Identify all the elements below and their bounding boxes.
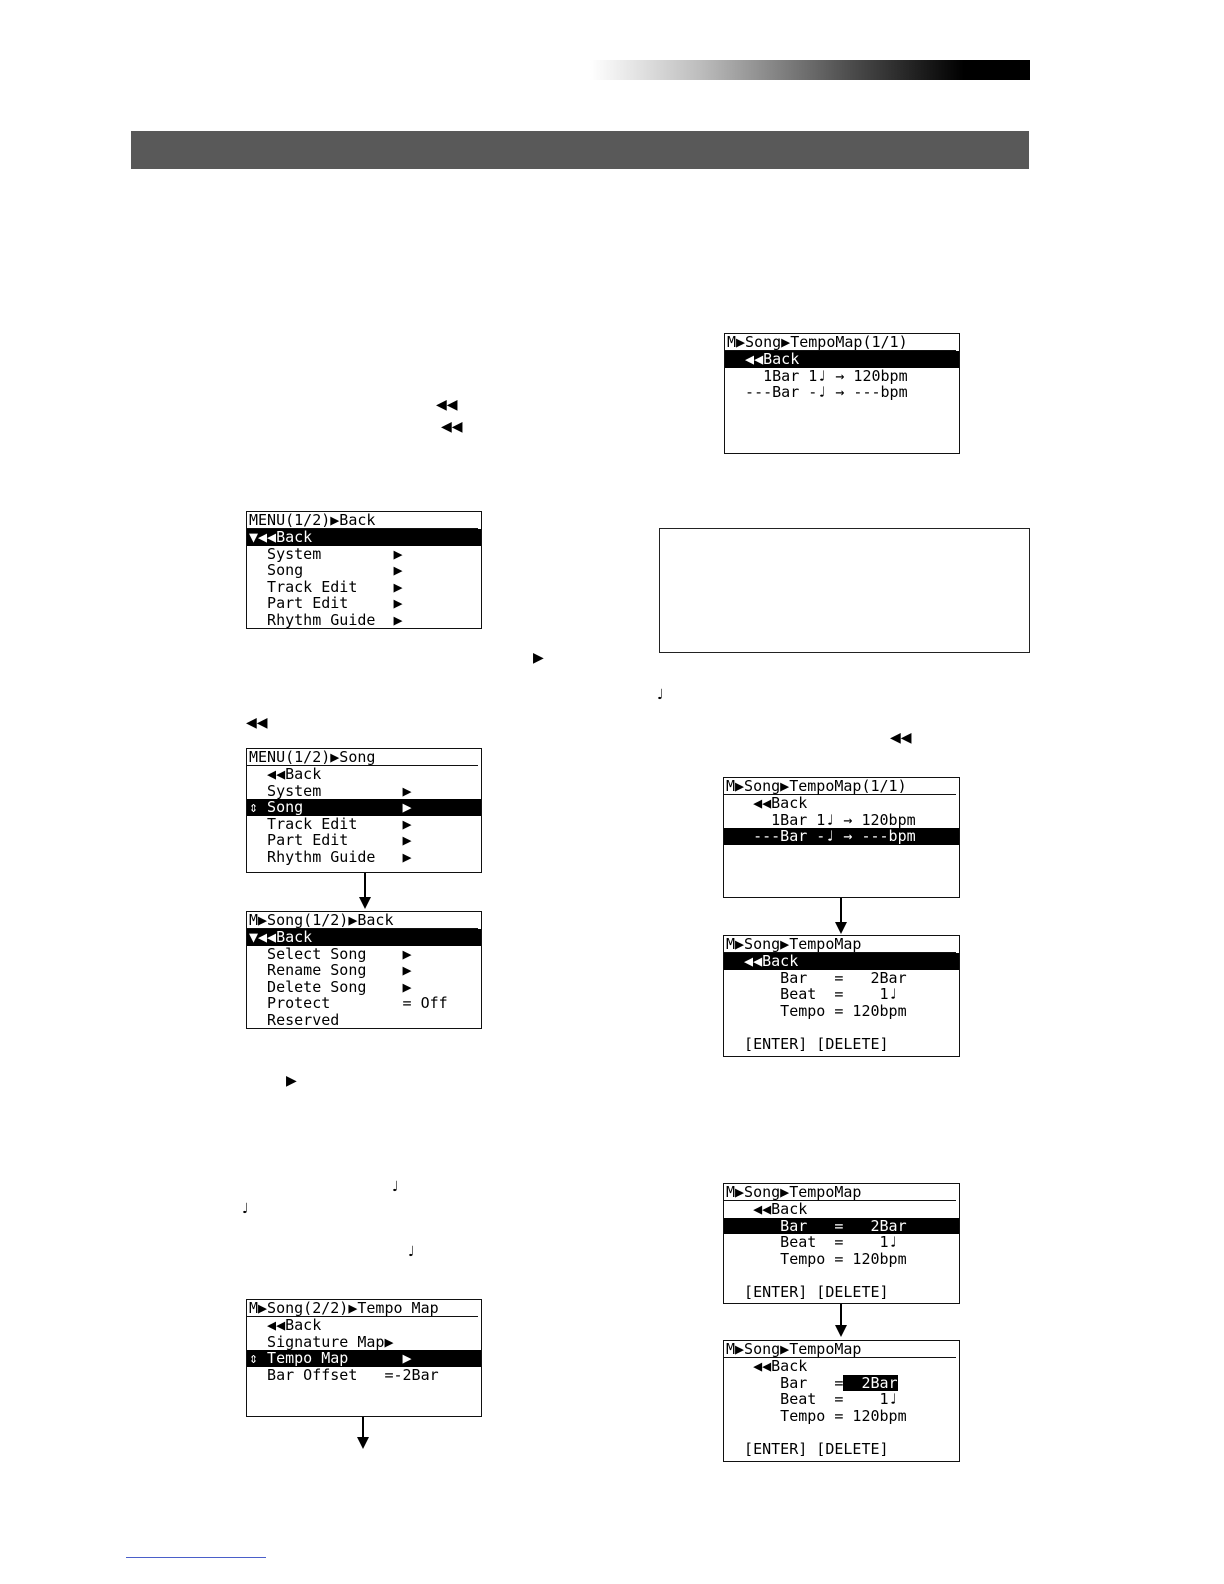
footer-link-underline (126, 1557, 266, 1558)
lcd-row-text: ▼◀◀Back (249, 528, 313, 546)
rewind-icon: ◀◀ (436, 397, 458, 413)
lcd-title: M▶Song(2/2)▶Tempo Map (247, 1300, 478, 1317)
lcd-row-selected (247, 1350, 481, 1367)
lcd-tempomap-bar-selected-screen (723, 1183, 960, 1304)
lcd-row-text: Track Edit ▶ (249, 814, 412, 833)
lcd-row (724, 970, 959, 987)
rewind-icon: ◀◀ (441, 419, 463, 435)
flow-arrow-head (835, 1325, 847, 1337)
lcd-row-text: Reserved (249, 1010, 340, 1029)
lcd-row (247, 562, 481, 579)
lcd-title: M▶Song▶TempoMap(1/1) (725, 334, 956, 351)
lcd-row-text: Protect = Off (249, 994, 448, 1012)
quarter-note-icon: ♩ (242, 1201, 249, 1217)
lcd-title: M▶Song▶TempoMap(1/1) (724, 778, 956, 795)
lcd-row (247, 849, 481, 866)
lcd-row-text: Delete Song ▶ (249, 977, 412, 996)
lcd-row-text: 1Bar 1♩ → 120bpm (727, 366, 908, 385)
lcd-menu-back-screen (246, 511, 482, 629)
lcd-row-text: [ENTER] [DELETE] (726, 1282, 889, 1301)
lcd-row (247, 1367, 481, 1384)
lcd-row-text: Signature Map▶ (249, 1332, 394, 1351)
lcd-row (724, 1358, 959, 1375)
lcd-row-text: Track Edit ▶ (249, 577, 403, 596)
quarter-note-icon: ♩ (657, 687, 664, 703)
note-box (659, 528, 1030, 653)
lcd-row-text: ◀◀Back (726, 794, 808, 812)
lcd-tempomap-edit-screen (723, 935, 960, 1057)
lcd-row-text: ⇕ Song ▶ (249, 798, 412, 816)
flow-arrow (840, 898, 842, 923)
lcd-row (725, 384, 959, 401)
lcd-title: MENU(1/2)▶Song (247, 749, 478, 766)
lcd-row (247, 962, 481, 979)
lcd-row-selected (247, 929, 481, 946)
lcd-row (724, 1424, 959, 1441)
lcd-row (724, 1408, 959, 1425)
lcd-title: M▶Song▶TempoMap (724, 936, 956, 953)
lcd-tempomap-list-screen (724, 333, 960, 454)
lcd-row-text: ◀◀Back (726, 1357, 808, 1375)
lcd-row (724, 1003, 959, 1020)
rewind-icon: ◀◀ (890, 730, 912, 746)
lcd-row-text: Rename Song ▶ (249, 961, 412, 979)
lcd-tempomap-bar-edit-screen (723, 1340, 960, 1462)
lcd-row (724, 1284, 959, 1301)
lcd-row-text: ▼◀◀Back (249, 928, 313, 946)
flow-arrow (840, 1304, 842, 1326)
lcd-row-text: Song ▶ (249, 561, 403, 579)
lcd-title: MENU(1/2)▶Back (247, 512, 478, 529)
lcd-song-tempo-map-screen (246, 1299, 482, 1417)
lcd-row-text: System ▶ (249, 781, 412, 800)
lcd-title: M▶Song▶TempoMap (724, 1184, 956, 1201)
lcd-row-text: Tempo = 120bpm (726, 1001, 907, 1020)
lcd-row-text: Bar Offset =-2Bar (249, 1365, 439, 1384)
lcd-row-text: Tempo = 120bpm (726, 1406, 907, 1425)
lcd-row-text: ---Bar -♩ → ---bpm (726, 827, 916, 845)
lcd-row (247, 1012, 481, 1029)
lcd-row-text: Part Edit ▶ (249, 831, 412, 849)
lcd-row-selected (247, 529, 481, 546)
lcd-row-selected (725, 351, 959, 368)
lcd-row-text: Part Edit ▶ (249, 594, 403, 612)
lcd-row-text: Bar = 2Bar (726, 968, 907, 987)
lcd-row-selected (724, 1218, 959, 1235)
lcd-row (724, 1019, 959, 1036)
lcd-row-text: ◀◀Back (726, 1200, 808, 1218)
lcd-row-text: ◀◀Back (727, 350, 800, 368)
lcd-row-text: Select Song ▶ (249, 944, 412, 963)
lcd-row-text: Bar = 2Bar (726, 1216, 907, 1235)
play-icon: ▶ (286, 1073, 297, 1089)
lcd-row (724, 1201, 959, 1218)
rewind-icon: ◀◀ (246, 715, 268, 731)
lcd-menu-song-screen (246, 748, 482, 873)
lcd-tempomap-list-selected-screen (723, 777, 960, 898)
lcd-row-text: ◀◀Back (249, 1316, 322, 1334)
lcd-row (725, 368, 959, 385)
lcd-row (724, 1234, 959, 1251)
lcd-row-selected (724, 953, 959, 970)
lcd-row-selected (247, 799, 481, 816)
flow-arrow (364, 873, 366, 898)
lcd-row (247, 1334, 481, 1351)
lcd-row-text: [ENTER] [DELETE] (726, 1439, 889, 1458)
lcd-title: M▶Song▶TempoMap (724, 1341, 956, 1358)
lcd-row (247, 979, 481, 996)
lcd-row-selected (724, 828, 959, 845)
lcd-row-text: [ENTER] [DELETE] (726, 1034, 889, 1053)
lcd-row-text: ◀◀Back (726, 952, 799, 970)
lcd-row (724, 1441, 959, 1458)
lcd-row-text: ---Bar -♩ → ---bpm (727, 383, 908, 401)
play-icon: ▶ (533, 650, 544, 666)
lcd-row (247, 946, 481, 963)
lcd-row (724, 986, 959, 1003)
lcd-row-text: Rhythm Guide ▶ (249, 847, 412, 866)
lcd-row-text: Beat = 1♩ (726, 1390, 898, 1408)
lcd-value-cursor: 2Bar (843, 1373, 898, 1392)
lcd-row (247, 766, 481, 783)
quarter-note-icon: ♩ (408, 1244, 415, 1260)
lcd-row (724, 812, 959, 829)
lcd-row-text: 1Bar 1♩ → 120bpm (726, 810, 916, 829)
lcd-row (247, 579, 481, 596)
flow-arrow-head (359, 897, 371, 909)
lcd-row (247, 1317, 481, 1334)
quarter-note-icon: ♩ (392, 1179, 399, 1195)
lcd-song-back-screen (246, 911, 482, 1029)
flow-arrow (362, 1417, 364, 1438)
flow-arrow-head (357, 1437, 369, 1449)
lcd-row-text: Rhythm Guide ▶ (249, 610, 403, 629)
lcd-row (724, 795, 959, 812)
lcd-row (724, 1391, 959, 1408)
lcd-row (724, 1375, 959, 1392)
section-header-bar (131, 131, 1029, 169)
lcd-title: M▶Song(1/2)▶Back (247, 912, 478, 929)
lcd-row-text: Beat = 1♩ (726, 985, 898, 1003)
lcd-row-text: System ▶ (249, 544, 403, 563)
lcd-row-text: Bar = (726, 1373, 844, 1392)
header-gradient-bar (590, 60, 1030, 80)
lcd-row (247, 612, 481, 629)
lcd-row (247, 995, 481, 1012)
lcd-row (247, 816, 481, 833)
lcd-row (247, 546, 481, 563)
lcd-row (724, 1251, 959, 1268)
lcd-row (724, 1267, 959, 1284)
lcd-row (247, 595, 481, 612)
lcd-row (247, 832, 481, 849)
lcd-row-text: ◀◀Back (249, 765, 322, 783)
lcd-row (724, 1036, 959, 1053)
lcd-row-text: Tempo = 120bpm (726, 1249, 907, 1268)
lcd-row-text: Beat = 1♩ (726, 1233, 898, 1251)
lcd-row (247, 783, 481, 800)
flow-arrow-head (835, 922, 847, 934)
lcd-row-text: ⇕ Tempo Map ▶ (249, 1349, 412, 1367)
